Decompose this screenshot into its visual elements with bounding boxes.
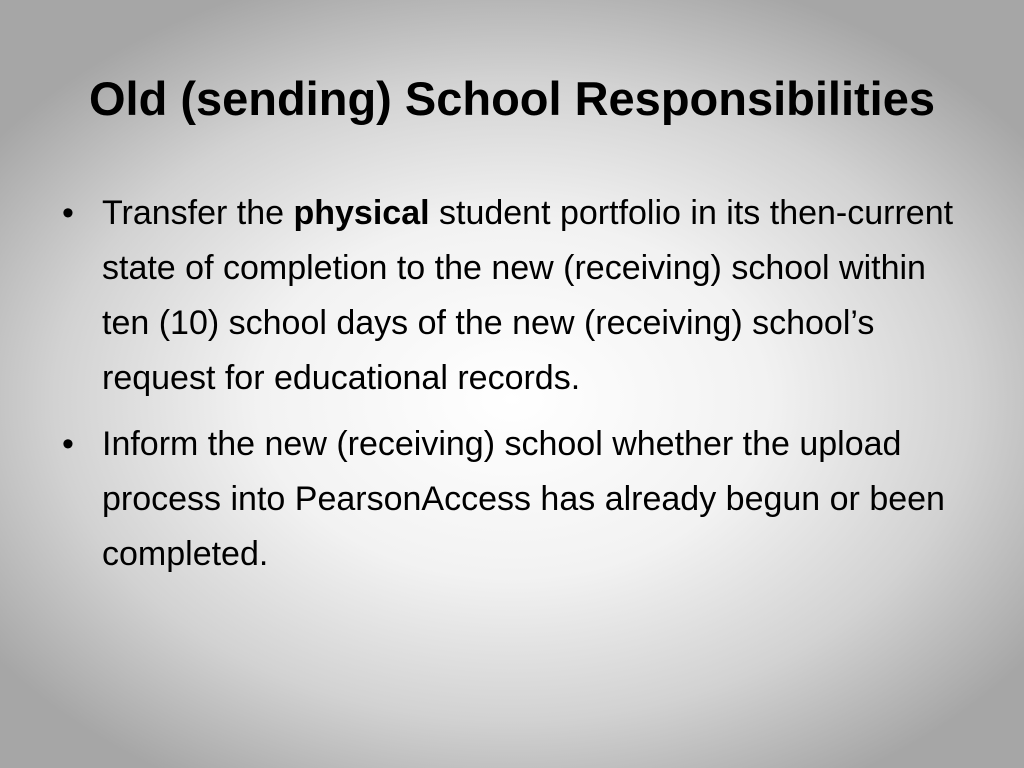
- bullet-icon: •: [62, 194, 74, 232]
- bullet-text-before: Transfer the: [102, 194, 294, 232]
- bullet-text: Inform the new (receiving) school whether the upload process into PearsonAccess has already begun or been completed.: [102, 425, 945, 573]
- bullet-text-emphasis: physical: [293, 194, 430, 232]
- bullet-list: [56, 186, 976, 593]
- slide-title: Old (sending) School Responsibilities: [88, 72, 936, 125]
- bullet-item-transfer: [56, 186, 976, 406]
- bullet-item-inform: [56, 417, 976, 582]
- bullet-text-after: student portfolio in its then-current state of completion to the new (receiving) school within ten (10) school days of the new (receiving) school’s request for educational records.: [102, 194, 954, 397]
- bullet-icon: •: [62, 425, 74, 463]
